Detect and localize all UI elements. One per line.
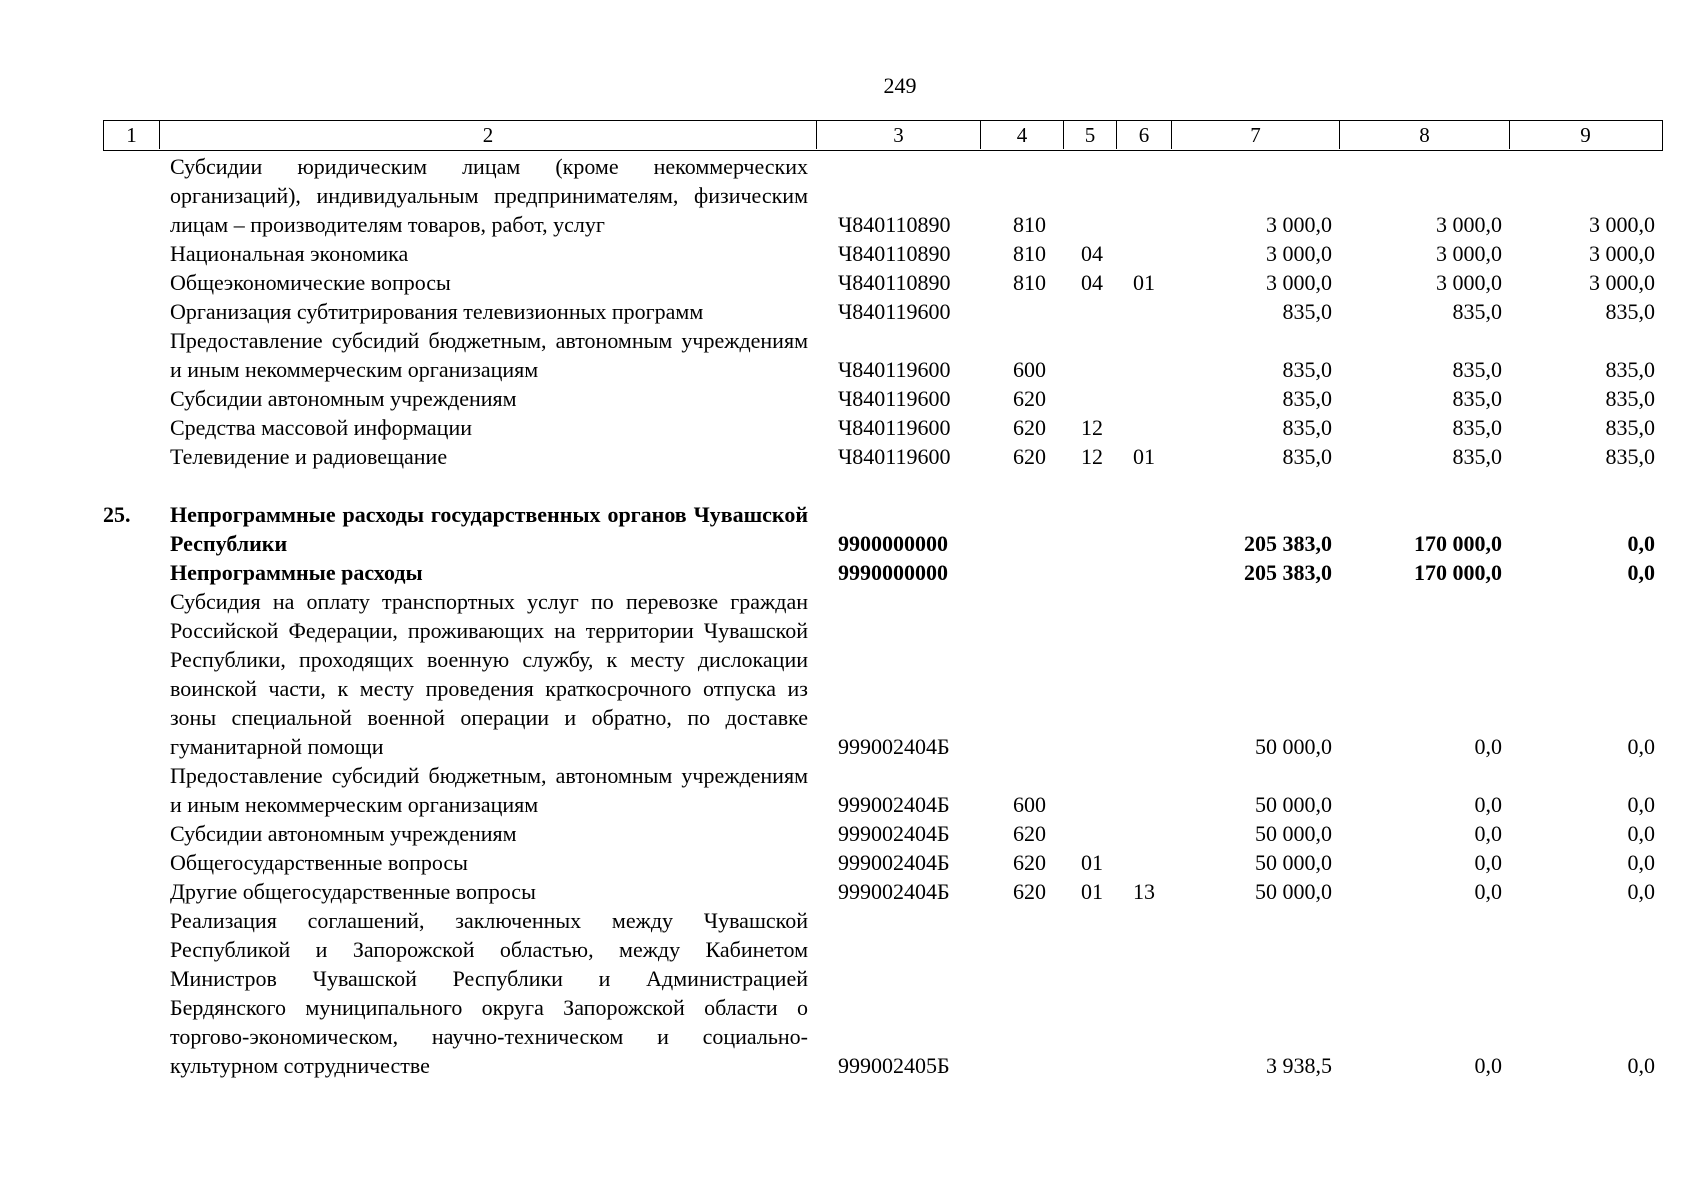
row-name: Субсидии автономным учреждениям — [170, 821, 517, 846]
row-value-7: 3 000,0 — [1266, 241, 1332, 266]
row-value-7: 50 000,0 — [1255, 792, 1332, 817]
row-code: 9990000000 — [838, 560, 948, 585]
table-row — [0, 819, 1697, 848]
row-value-7: 50 000,0 — [1255, 879, 1332, 904]
row-value-9: 835,0 — [1605, 299, 1655, 324]
row-col-4: 810 — [1013, 241, 1046, 266]
table-row — [0, 761, 1697, 819]
row-value-8: 170 000,0 — [1414, 531, 1502, 556]
row-value-7: 835,0 — [1282, 444, 1332, 469]
row-code: Ч840119600 — [838, 357, 951, 382]
row-name: Другие общегосударственные вопросы — [170, 879, 536, 904]
row-value-7: 835,0 — [1282, 415, 1332, 440]
table-row — [0, 326, 1697, 384]
row-value-9: 0,0 — [1627, 821, 1655, 846]
row-value-8: 835,0 — [1452, 299, 1502, 324]
table-row — [0, 413, 1697, 442]
row-value-8: 3 000,0 — [1436, 212, 1502, 237]
row-value-7: 3 938,5 — [1266, 1053, 1332, 1078]
table-row — [0, 587, 1697, 761]
row-value-7: 835,0 — [1282, 299, 1332, 324]
page-number: 249 — [883, 73, 917, 98]
row-value-8: 3 000,0 — [1436, 270, 1502, 295]
row-value-9: 3 000,0 — [1589, 241, 1655, 266]
row-value-9: 0,0 — [1627, 792, 1655, 817]
table-body — [0, 152, 1697, 1080]
row-value-7: 835,0 — [1282, 357, 1332, 382]
row-code: 9900000000 — [838, 531, 948, 556]
header-col-6: 6 — [1117, 121, 1172, 149]
row-code: Ч840119600 — [838, 386, 951, 411]
row-code: Ч840119600 — [838, 299, 951, 324]
row-code: 999002404Б — [838, 821, 950, 846]
row-value-9: 835,0 — [1605, 357, 1655, 382]
row-col-5: 01 — [1081, 879, 1103, 904]
row-col-5: 12 — [1081, 444, 1103, 469]
row-value-8: 0,0 — [1474, 850, 1502, 875]
header-col-7: 7 — [1172, 121, 1340, 149]
header-col-5: 5 — [1064, 121, 1117, 149]
row-name: Субсидии юридическим лицам (кроме некоммерческих организаций), индивидуальным предпринимателям, физическим лицам – производителям товаров, работ, услуг — [170, 154, 808, 237]
row-name: Общегосударственные вопросы — [170, 850, 468, 875]
row-name: Субсидия на оплату транспортных услуг по перевозке граждан Российской Федерации, проживающих на территории Чувашской Республики, проходящих военную службу, к месту дислокации воинской части, к месту проведения краткосрочного отпуска из зоны специальной военной операции и обратно, по доставке гуманитарной помощи — [170, 589, 808, 759]
row-value-8: 835,0 — [1452, 415, 1502, 440]
row-value-9: 0,0 — [1627, 734, 1655, 759]
row-col-4: 620 — [1013, 444, 1046, 469]
row-col-4: 810 — [1013, 270, 1046, 295]
row-value-9: 3 000,0 — [1589, 212, 1655, 237]
row-value-9: 0,0 — [1627, 1053, 1655, 1078]
row-col-5: 04 — [1081, 270, 1103, 295]
table-header — [103, 120, 1663, 151]
table-row — [0, 558, 1697, 587]
row-spacer — [0, 471, 1697, 500]
row-value-8: 3 000,0 — [1436, 241, 1502, 266]
row-col-6: 01 — [1133, 270, 1155, 295]
row-code: 999002404Б — [838, 879, 950, 904]
table-row — [0, 268, 1697, 297]
table-row — [0, 877, 1697, 906]
table-row — [0, 297, 1697, 326]
row-name: Реализация соглашений, заключенных между Чувашской Республикой и Запорожской областью, между Кабинетом Министров Чувашской Республики и Администрацией Бердянского муниципального округа Запорожской области о торгово-экономическом, научно-техническом и социально-культурном сотрудничестве — [170, 908, 808, 1078]
row-col-4: 600 — [1013, 357, 1046, 382]
row-value-9: 835,0 — [1605, 444, 1655, 469]
row-code: 999002404Б — [838, 734, 950, 759]
row-col-4: 620 — [1013, 386, 1046, 411]
row-name: Предоставление субсидий бюджетным, автономным учреждениям и иным некоммерческим организациям — [170, 763, 808, 817]
row-value-9: 0,0 — [1627, 531, 1655, 556]
row-value-7: 3 000,0 — [1266, 212, 1332, 237]
row-value-8: 0,0 — [1474, 821, 1502, 846]
row-value-7: 3 000,0 — [1266, 270, 1332, 295]
row-value-8: 0,0 — [1474, 792, 1502, 817]
row-code: Ч840119600 — [838, 444, 951, 469]
row-name: Предоставление субсидий бюджетным, автономным учреждениям и иным некоммерческим организациям — [170, 328, 808, 382]
row-code: Ч840110890 — [838, 241, 951, 266]
row-name: Непрограммные расходы — [170, 560, 423, 585]
row-col-4: 620 — [1013, 415, 1046, 440]
header-col-9: 9 — [1580, 123, 1591, 147]
row-value-8: 0,0 — [1474, 734, 1502, 759]
row-value-9: 0,0 — [1627, 850, 1655, 875]
row-value-7: 50 000,0 — [1255, 850, 1332, 875]
header-col-4: 4 — [981, 121, 1064, 149]
row-col-4: 620 — [1013, 879, 1046, 904]
row-name: Организация субтитрирования телевизионных программ — [170, 299, 704, 324]
row-value-8: 835,0 — [1452, 444, 1502, 469]
row-col-4: 620 — [1013, 850, 1046, 875]
row-col-5: 12 — [1081, 415, 1103, 440]
row-value-9: 835,0 — [1605, 415, 1655, 440]
row-number: 25. — [103, 502, 131, 527]
row-value-8: 0,0 — [1474, 879, 1502, 904]
table-row — [0, 384, 1697, 413]
row-name: Общеэкономические вопросы — [170, 270, 451, 295]
row-value-8: 835,0 — [1452, 386, 1502, 411]
row-name: Национальная экономика — [170, 241, 409, 266]
row-col-5: 04 — [1081, 241, 1103, 266]
row-value-9: 3 000,0 — [1589, 270, 1655, 295]
row-code: 999002404Б — [838, 792, 950, 817]
row-col-4: 810 — [1013, 212, 1046, 237]
row-value-8: 170 000,0 — [1414, 560, 1502, 585]
row-value-9: 835,0 — [1605, 386, 1655, 411]
row-col-4: 600 — [1013, 792, 1046, 817]
row-value-7: 205 383,0 — [1244, 560, 1332, 585]
header-col-3: 3 — [817, 121, 981, 149]
row-code: 999002405Б — [838, 1053, 950, 1078]
table-row — [0, 500, 1697, 558]
header-col-2: 2 — [160, 121, 817, 149]
row-name: Телевидение и радиовещание — [170, 444, 448, 469]
table-row — [0, 152, 1697, 239]
row-value-7: 835,0 — [1282, 386, 1332, 411]
row-name: Непрограммные расходы государственных органов Чувашской Республики — [170, 502, 808, 556]
header-col-8: 8 — [1340, 121, 1510, 149]
row-value-8: 835,0 — [1452, 357, 1502, 382]
row-value-9: 0,0 — [1627, 560, 1655, 585]
row-value-9: 0,0 — [1627, 879, 1655, 904]
table-row — [0, 906, 1697, 1080]
row-col-6: 13 — [1133, 879, 1155, 904]
row-name: Средства массовой информации — [170, 415, 472, 440]
row-code: Ч840110890 — [838, 270, 951, 295]
row-value-7: 50 000,0 — [1255, 821, 1332, 846]
header-col-1: 1 — [104, 121, 160, 149]
row-code: Ч840119600 — [838, 415, 951, 440]
row-code: 999002404Б — [838, 850, 950, 875]
row-code: Ч840110890 — [838, 212, 951, 237]
row-col-5: 01 — [1081, 850, 1103, 875]
table-row — [0, 848, 1697, 877]
row-col-6: 01 — [1133, 444, 1155, 469]
table-row — [0, 239, 1697, 268]
row-value-8: 0,0 — [1474, 1053, 1502, 1078]
row-name: Субсидии автономным учреждениям — [170, 386, 517, 411]
row-value-7: 50 000,0 — [1255, 734, 1332, 759]
row-col-4: 620 — [1013, 821, 1046, 846]
table-row — [0, 442, 1697, 471]
row-value-7: 205 383,0 — [1244, 531, 1332, 556]
